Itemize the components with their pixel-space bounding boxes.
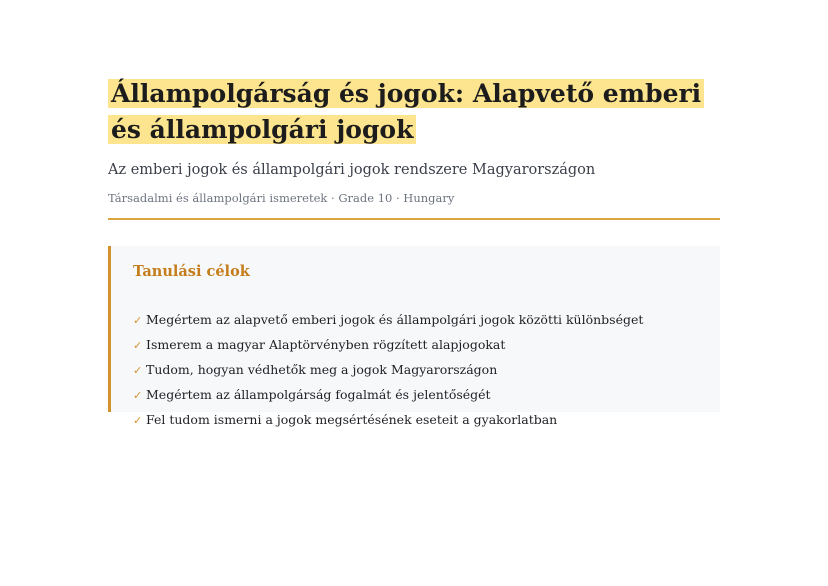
objective-item xyxy=(133,308,700,333)
objective-text: Megértem az állampolgárság fogalmát és jelentőségét xyxy=(146,387,491,402)
objective-item xyxy=(133,358,700,383)
objective-text: Fel tudom ismerni a jogok megsértésének eseteit a gyakorlatban xyxy=(146,412,558,427)
check-icon: ✓ xyxy=(133,364,143,377)
page-subtitle: Az emberi jogok és állampolgári jogok rendszere Magyarországon xyxy=(108,162,596,178)
header-divider xyxy=(108,218,720,220)
objective-item xyxy=(133,333,700,358)
objective-text: Ismerem a magyar Alaptörvényben rögzített alapjogokat xyxy=(146,337,506,352)
check-icon: ✓ xyxy=(133,389,143,402)
objective-item xyxy=(133,408,700,433)
check-icon: ✓ xyxy=(133,314,143,327)
objective-item xyxy=(133,383,700,408)
check-icon: ✓ xyxy=(133,414,143,427)
page-title xyxy=(108,76,720,148)
lesson-page xyxy=(108,76,720,427)
objective-text: Megértem az alapvető emberi jogok és állampolgári jogok közötti különbséget xyxy=(146,312,644,327)
objectives-list xyxy=(133,308,700,433)
objective-text: Tudom, hogyan védhetők meg a jogok Magyarországon xyxy=(146,362,498,377)
check-icon: ✓ xyxy=(133,339,143,352)
objectives-heading: Tanulási célok xyxy=(133,263,250,280)
page-title-text: Állampolgárság és jogok: Alapvető emberi és állampolgári jogok xyxy=(108,79,704,144)
learning-objectives-panel xyxy=(108,246,720,427)
course-meta: Társadalmi és állampolgári ismeretek · Grade 10 · Hungary xyxy=(108,191,455,205)
